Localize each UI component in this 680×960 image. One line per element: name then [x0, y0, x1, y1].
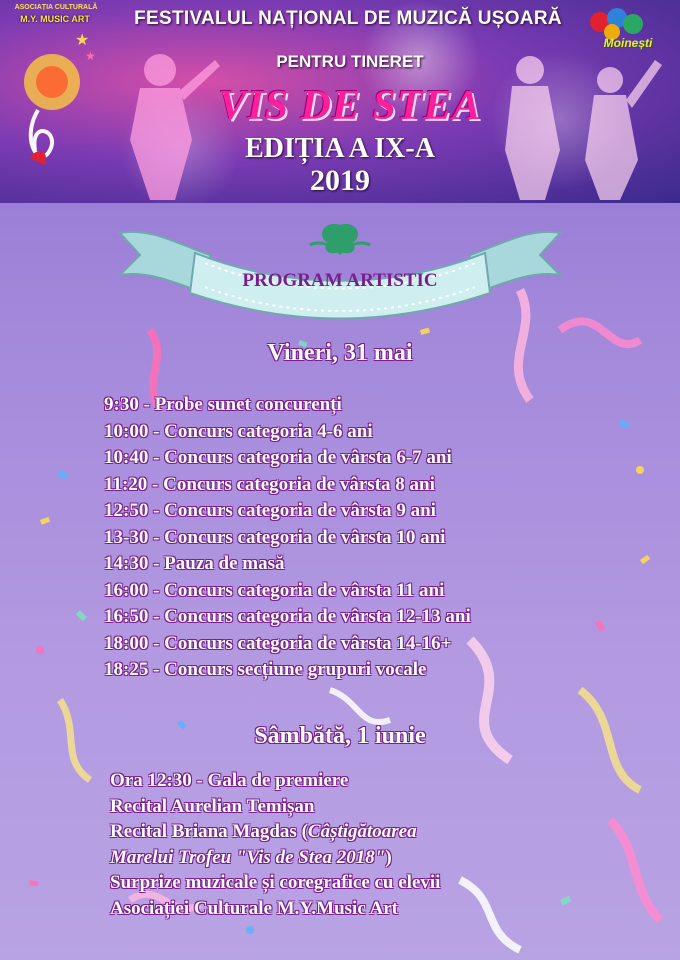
schedule-item: 16:00 - Concurs categoria de vârsta 11 ani	[104, 579, 445, 601]
friday-schedule	[104, 392, 664, 684]
schedule-item: 10:40 - Concurs categoria de vârsta 6-7 ani	[104, 447, 452, 468]
saturday-line: Surprize muzicale și coregrafice cu elevii	[110, 872, 441, 893]
svg-text:★: ★	[75, 32, 90, 49]
schedule-item: 13-30 - Concurs categoria de vârsta 10 ani	[104, 526, 446, 548]
friday-heading: Vineri, 31 mai	[267, 340, 413, 366]
music-art-logo	[24, 32, 96, 165]
saturday-schedule	[110, 768, 650, 921]
edition-label: EDIȚIA A IX-A	[245, 133, 435, 164]
saturday-line-italic: Câștigătoarea	[307, 821, 417, 842]
schedule-item: 16:50 - Concurs categoria de vârsta 12-13 ani	[104, 606, 471, 627]
schedule-item: 14:30 - Pauza de masă	[104, 553, 285, 574]
ornament-icon	[310, 224, 370, 253]
year-label: 2019	[310, 164, 370, 197]
program-title: PROGRAM ARTISTIC	[242, 270, 438, 291]
schedule-item: 11:20 - Concurs categoria de vârsta 8 ani	[104, 473, 435, 495]
event-name: VIS DE STEA	[218, 83, 482, 129]
saturday-line: Recital Aurelian Temișan	[110, 795, 315, 817]
saturday-line	[110, 819, 650, 845]
schedule-item: 9:30 - Probe sunet concurenți	[104, 394, 342, 415]
schedule-item: 10:00 - Concurs categoria 4-6 ani	[104, 420, 373, 442]
schedule-item: 18:25 - Concurs secțiune grupuri vocale	[104, 659, 427, 680]
saturday-line-text: )	[385, 846, 392, 868]
saturday-line-text: Recital Briana Magdas (	[110, 821, 308, 842]
schedule-item: 12:50 - Concurs categoria de vârsta 9 ani	[104, 500, 436, 521]
sponsor-logo-text: Moinești	[603, 36, 653, 50]
saturday-heading: Sâmbătă, 1 iunie	[254, 723, 426, 749]
header-banner	[0, 0, 680, 203]
saturday-line: Ora 12:30 - Gala de premiere	[110, 770, 349, 791]
saturday-line: Asociației Culturale M.Y.Music Art	[110, 897, 398, 919]
association-name: M.Y. MUSIC ART	[20, 14, 90, 24]
association-label: ASOCIAȚIA CULTURALĂ	[14, 4, 98, 11]
saturday-line-italic: Marelui Trofeu "Vis de Stea 2018"	[110, 846, 386, 868]
saturday-line	[110, 845, 650, 871]
festival-subtitle: PENTRU TINERET	[276, 52, 424, 71]
svg-text:★: ★	[85, 49, 96, 63]
festival-title: FESTIVALUL NAȚIONAL DE MUZICĂ UȘOARĂ	[134, 8, 562, 29]
schedule-item: 18:00 - Concurs categoria de vârsta 14-16+	[104, 632, 452, 654]
